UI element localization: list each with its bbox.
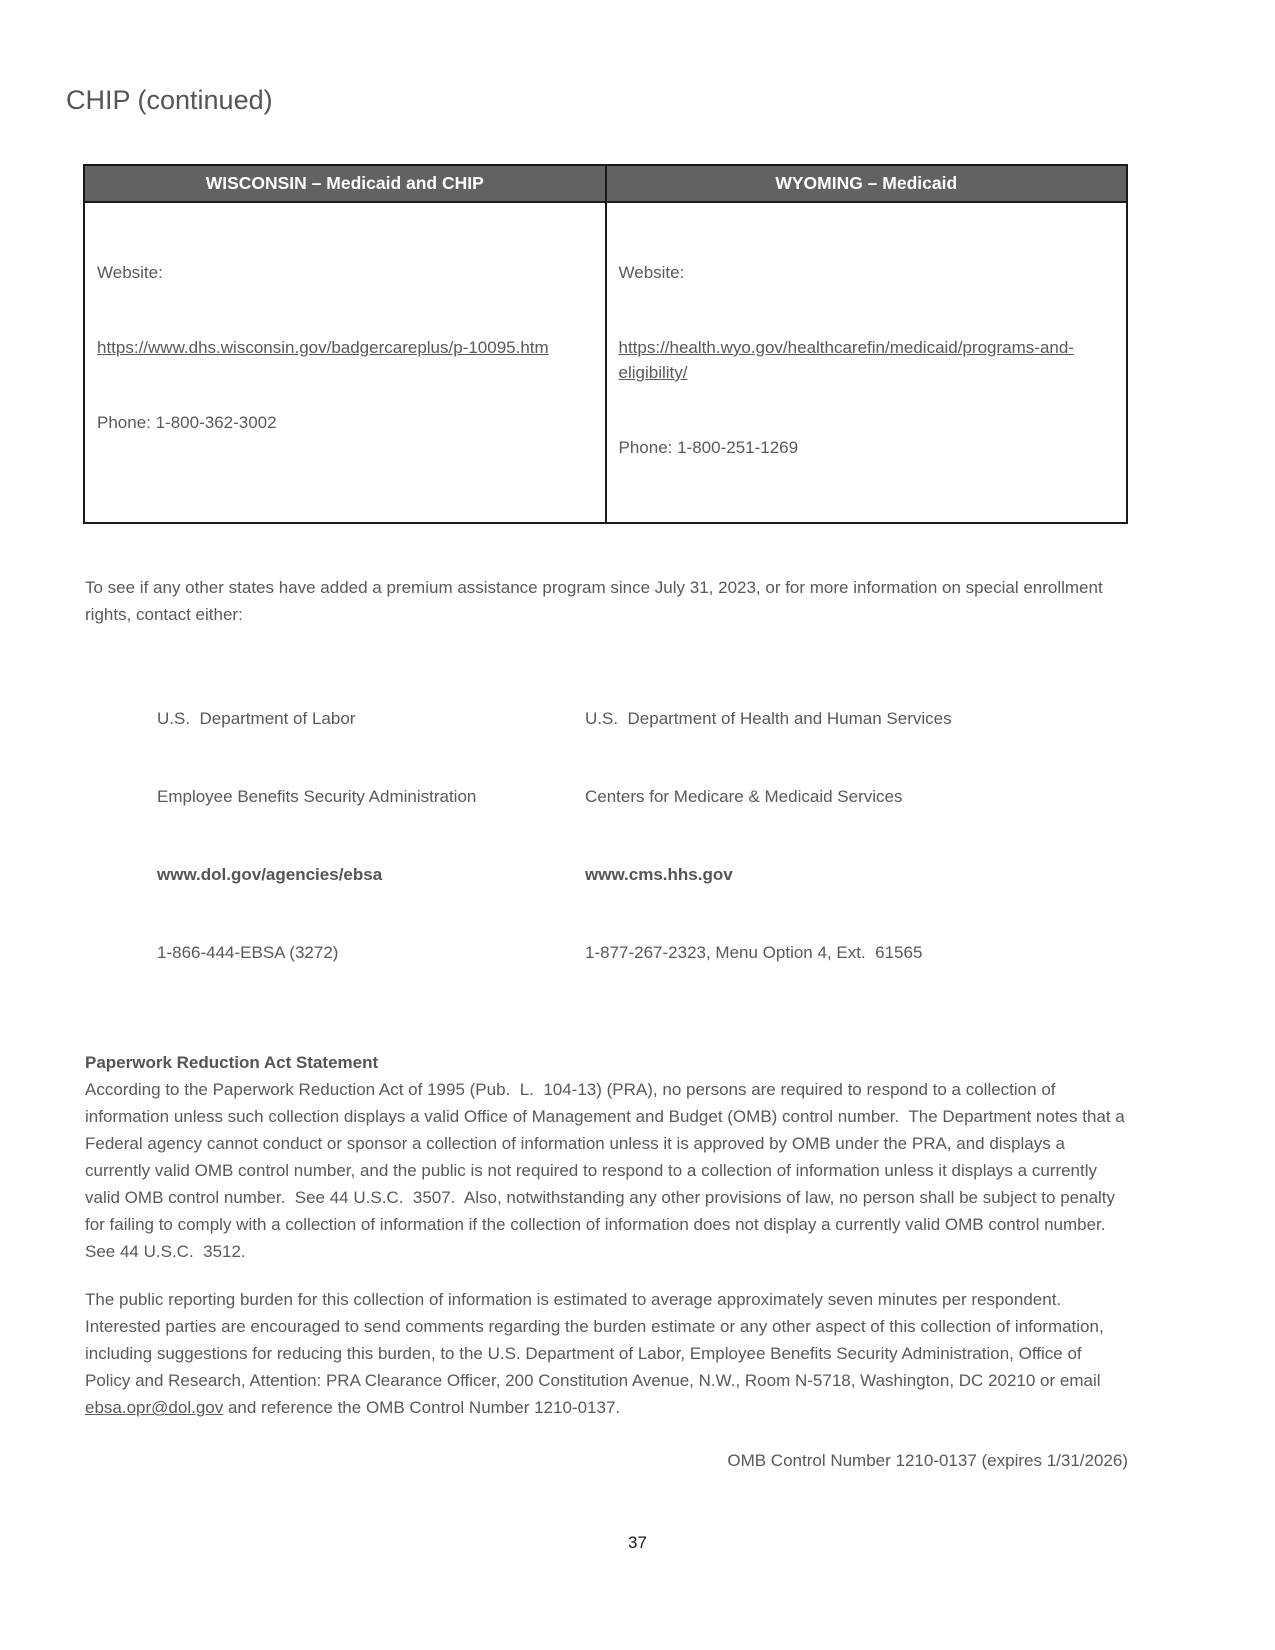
page-number: 37	[628, 1533, 647, 1552]
wyoming-website-link[interactable]: https://health.wyo.gov/healthcarefin/medicaid/programs-and-eligibility/	[618, 338, 1074, 382]
pra-paragraph-2-start: The public reporting burden for this collection of information is estimated to average approximately seven minutes per respondent. Interested parties are encouraged to send comments regarding the burden estimate or any other aspect of this collection of information, including suggestions for reducing this burden, to the U.S. Department of Labor, Employee Benefits Security Administration, Office of Policy and Research, Attention: PRA Clearance Officer, 200 Constitution Avenue, N.W., Room N-5718, Washington, DC 20210 or email	[85, 1290, 1109, 1390]
hhs-website: www.cms.hhs.gov	[585, 865, 733, 884]
pra-paragraph-2-end: and reference the OMB Control Number 1210-0137.	[223, 1398, 621, 1417]
ebsa-email-link[interactable]: ebsa.opr@dol.gov	[85, 1398, 224, 1417]
wyoming-info-cell	[606, 202, 1128, 523]
document-content	[66, 0, 1130, 1474]
contact-dol	[157, 654, 585, 1018]
wisconsin-phone: Phone: 1-800-362-3002	[97, 413, 277, 432]
omb-control-line: OMB Control Number 1210-0137 (expires 1/31/2026)	[727, 1451, 1128, 1470]
wyoming-phone: Phone: 1-800-251-1269	[618, 438, 799, 457]
page-title: CHIP (continued)	[66, 85, 273, 115]
table-header-row	[84, 165, 1127, 202]
pra-heading: Paperwork Reduction Act Statement	[85, 1053, 379, 1072]
dol-agency: Employee Benefits Security Administration	[157, 787, 477, 806]
website-label: Website:	[618, 263, 685, 282]
wisconsin-website-link[interactable]: https://www.dhs.wisconsin.gov/badgercareplus/p-10095.htm	[97, 338, 549, 357]
dol-phone: 1-866-444-EBSA (3272)	[157, 943, 339, 962]
dol-name: U.S. Department of Labor	[157, 709, 356, 728]
pra-paragraph-2	[85, 1286, 1128, 1421]
table-header-wyoming: WYOMING – Medicaid	[606, 165, 1128, 202]
contact-columns	[85, 654, 1128, 1018]
contact-hhs	[585, 654, 1128, 1018]
hhs-name: U.S. Department of Health and Human Services	[585, 709, 952, 728]
hhs-phone: 1-877-267-2323, Menu Option 4, Ext. 61565	[585, 943, 923, 962]
intro-paragraph: To see if any other states have added a premium assistance program since July 31, 2023, or for more information on special enrollment rights, contact either:	[85, 578, 1108, 624]
pra-paragraph-1: According to the Paperwork Reduction Act of 1995 (Pub. L. 104-13) (PRA), no persons are required to respond to a collection of information unless such collection displays a valid Office of Management and Budget (OMB) control number. The Department notes that a Federal agency cannot conduct or sponsor a collection of information unless it is approved by OMB under the PRA, and displays a currently valid OMB control number, and the public is not required to respond to a collection of information unless it displays a currently valid OMB control number. See 44 U.S.C. 3507. Also, notwithstanding any other provisions of law, no person shall be subject to penalty for failing to comply with a collection of information if the collection of information does not display a currently valid OMB control number. See 44 U.S.C. 3512.	[85, 1080, 1130, 1261]
hhs-agency: Centers for Medicare & Medicaid Services	[585, 787, 903, 806]
website-label: Website:	[97, 263, 163, 282]
table-header-wisconsin: WISCONSIN – Medicaid and CHIP	[84, 165, 606, 202]
table-body-row	[84, 202, 1127, 523]
wisconsin-info-cell	[84, 202, 606, 523]
state-contact-table	[83, 164, 1128, 524]
dol-website: www.dol.gov/agencies/ebsa	[157, 865, 383, 884]
